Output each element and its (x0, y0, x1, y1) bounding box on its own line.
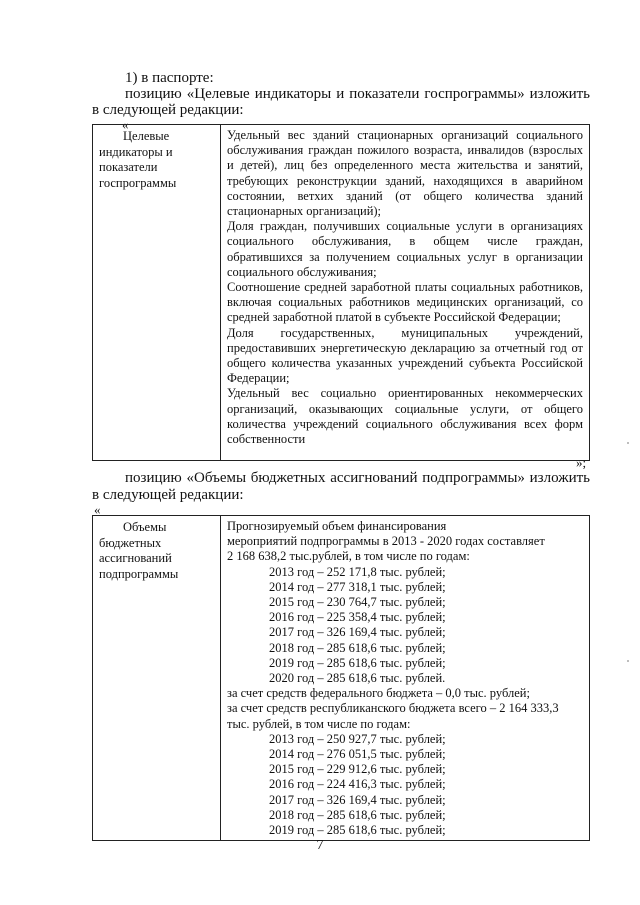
total-year-line: 2013 год – 252 171,8 тыс. рублей; (269, 564, 446, 579)
republic-year-line: 2015 год – 229 912,6 тыс. рублей; (269, 762, 446, 777)
table2-open-quote: « (94, 502, 101, 517)
financing-header-line: Прогнозируемый объем финансирования (227, 519, 447, 533)
indicator-paragraph: Соотношение средней заработной платы социальных работников, включая социальных работников медицинских организаций, со средней заработной платой в субъекте Российской Федерации; (227, 280, 583, 325)
republic-year-line: 2017 год – 326 169,4 тыс. рублей; (269, 792, 446, 807)
label-line: госпрограммы (99, 175, 177, 190)
republic-year-line: 2019 год – 285 618,6 тыс. рублей; (269, 823, 446, 838)
section2-position-text: позицию «Объемы бюджетных ассигнований подпрограммы» изложить (125, 470, 590, 486)
label-line: Целевые (123, 129, 170, 143)
republic-year-line: 2014 год – 276 051,5 тыс. рублей; (269, 747, 446, 762)
label-line: бюджетных (99, 535, 162, 550)
budget-allocations-label-cell (93, 516, 221, 841)
label-line: ассигнований (99, 551, 172, 565)
scan-speck (627, 442, 629, 444)
total-year-line: 2019 год – 285 618,6 тыс. рублей; (269, 655, 446, 670)
republic-year-line: 2018 год – 285 618,6 тыс. рублей; (269, 807, 446, 822)
total-year-line: 2017 год – 326 169,4 тыс. рублей; (269, 625, 446, 640)
label-line: Объемы (123, 520, 167, 534)
republic-year-line: 2016 год – 224 416,3 тыс. рублей; (269, 777, 446, 792)
total-year-line: 2014 год – 277 318,1 тыс. рублей; (269, 579, 446, 594)
target-indicators-row (93, 125, 590, 461)
section2-edition-text: в следующей редакции: (92, 487, 244, 503)
total-year-line: 2018 год – 285 618,6 тыс. рублей; (269, 640, 446, 655)
target-indicators-table (92, 124, 590, 461)
target-indicators-label-cell (93, 125, 221, 461)
total-year-line: 2016 год – 225 358,4 тыс. рублей; (269, 610, 446, 625)
indicator-paragraph: Доля государственных, муниципальных учреждений, предоставивших энергетическую декларацию за отчетный год от общего количества указанных учреждений субъекта Российской Федерации; (227, 325, 583, 386)
intro-item-number: 1) в паспорте: (125, 70, 214, 86)
indicator-paragraph: Удельный вес зданий стационарных организаций социального обслуживания граждан пожилого возраста, инвалидов (взрослых и детей), лиц без определенного места жительства и занятий, требующих реконструкции зданий, находящихся в аварийном состоянии, ветхих зданий (от общего количества зданий стационарных организаций); (227, 128, 583, 219)
label-line: индикаторы и (99, 144, 173, 159)
indicator-paragraph: Удельный вес социально ориентированных некоммерческих организаций, оказывающих социальные услуги, от общего количества учреждений социального обслуживания всех форм собственности (227, 386, 583, 447)
page-number: 7 (316, 838, 324, 853)
label-line: подпрограммы (99, 566, 179, 581)
intro-edition-text: в следующей редакции: (92, 102, 244, 118)
target-indicators-content-cell (221, 125, 590, 461)
financing-header-line: 2 168 638,2 тыс.рублей, в том числе по годам: (227, 549, 470, 564)
federal-budget-line: за счет средств федерального бюджета – 0,0 тыс. рублей; (227, 686, 530, 701)
intro-position-text: позицию «Целевые индикаторы и показатели госпрограммы» изложить (125, 86, 590, 102)
table1-close-quote: »; (576, 455, 587, 470)
budget-allocations-content-cell (221, 516, 590, 841)
total-year-line: 2015 год – 230 764,7 тыс. рублей; (269, 595, 446, 610)
scan-speck (627, 660, 629, 662)
table1-open-quote: « (122, 117, 129, 132)
budget-allocations-table (92, 515, 590, 841)
total-year-line: 2020 год – 285 618,6 тыс. рублей. (269, 671, 446, 686)
financing-header-line: мероприятий подпрограммы в 2013 - 2020 годах составляет (227, 534, 545, 549)
republic-budget-line: за счет средств республиканского бюджета всего – 2 164 333,3 (227, 701, 559, 716)
indicator-paragraph: Доля граждан, получивших социальные услуги в организациях социального обслуживания, в общем числе граждан, обратившихся за получением социальных услуг в организации социального обслуживания; (227, 219, 583, 279)
label-line: показатели (99, 160, 158, 174)
republic-budget-line: тыс. рублей, в том числе по годам: (227, 716, 411, 731)
republic-year-line: 2013 год – 250 927,7 тыс. рублей; (269, 731, 446, 746)
budget-allocations-row (93, 516, 590, 841)
